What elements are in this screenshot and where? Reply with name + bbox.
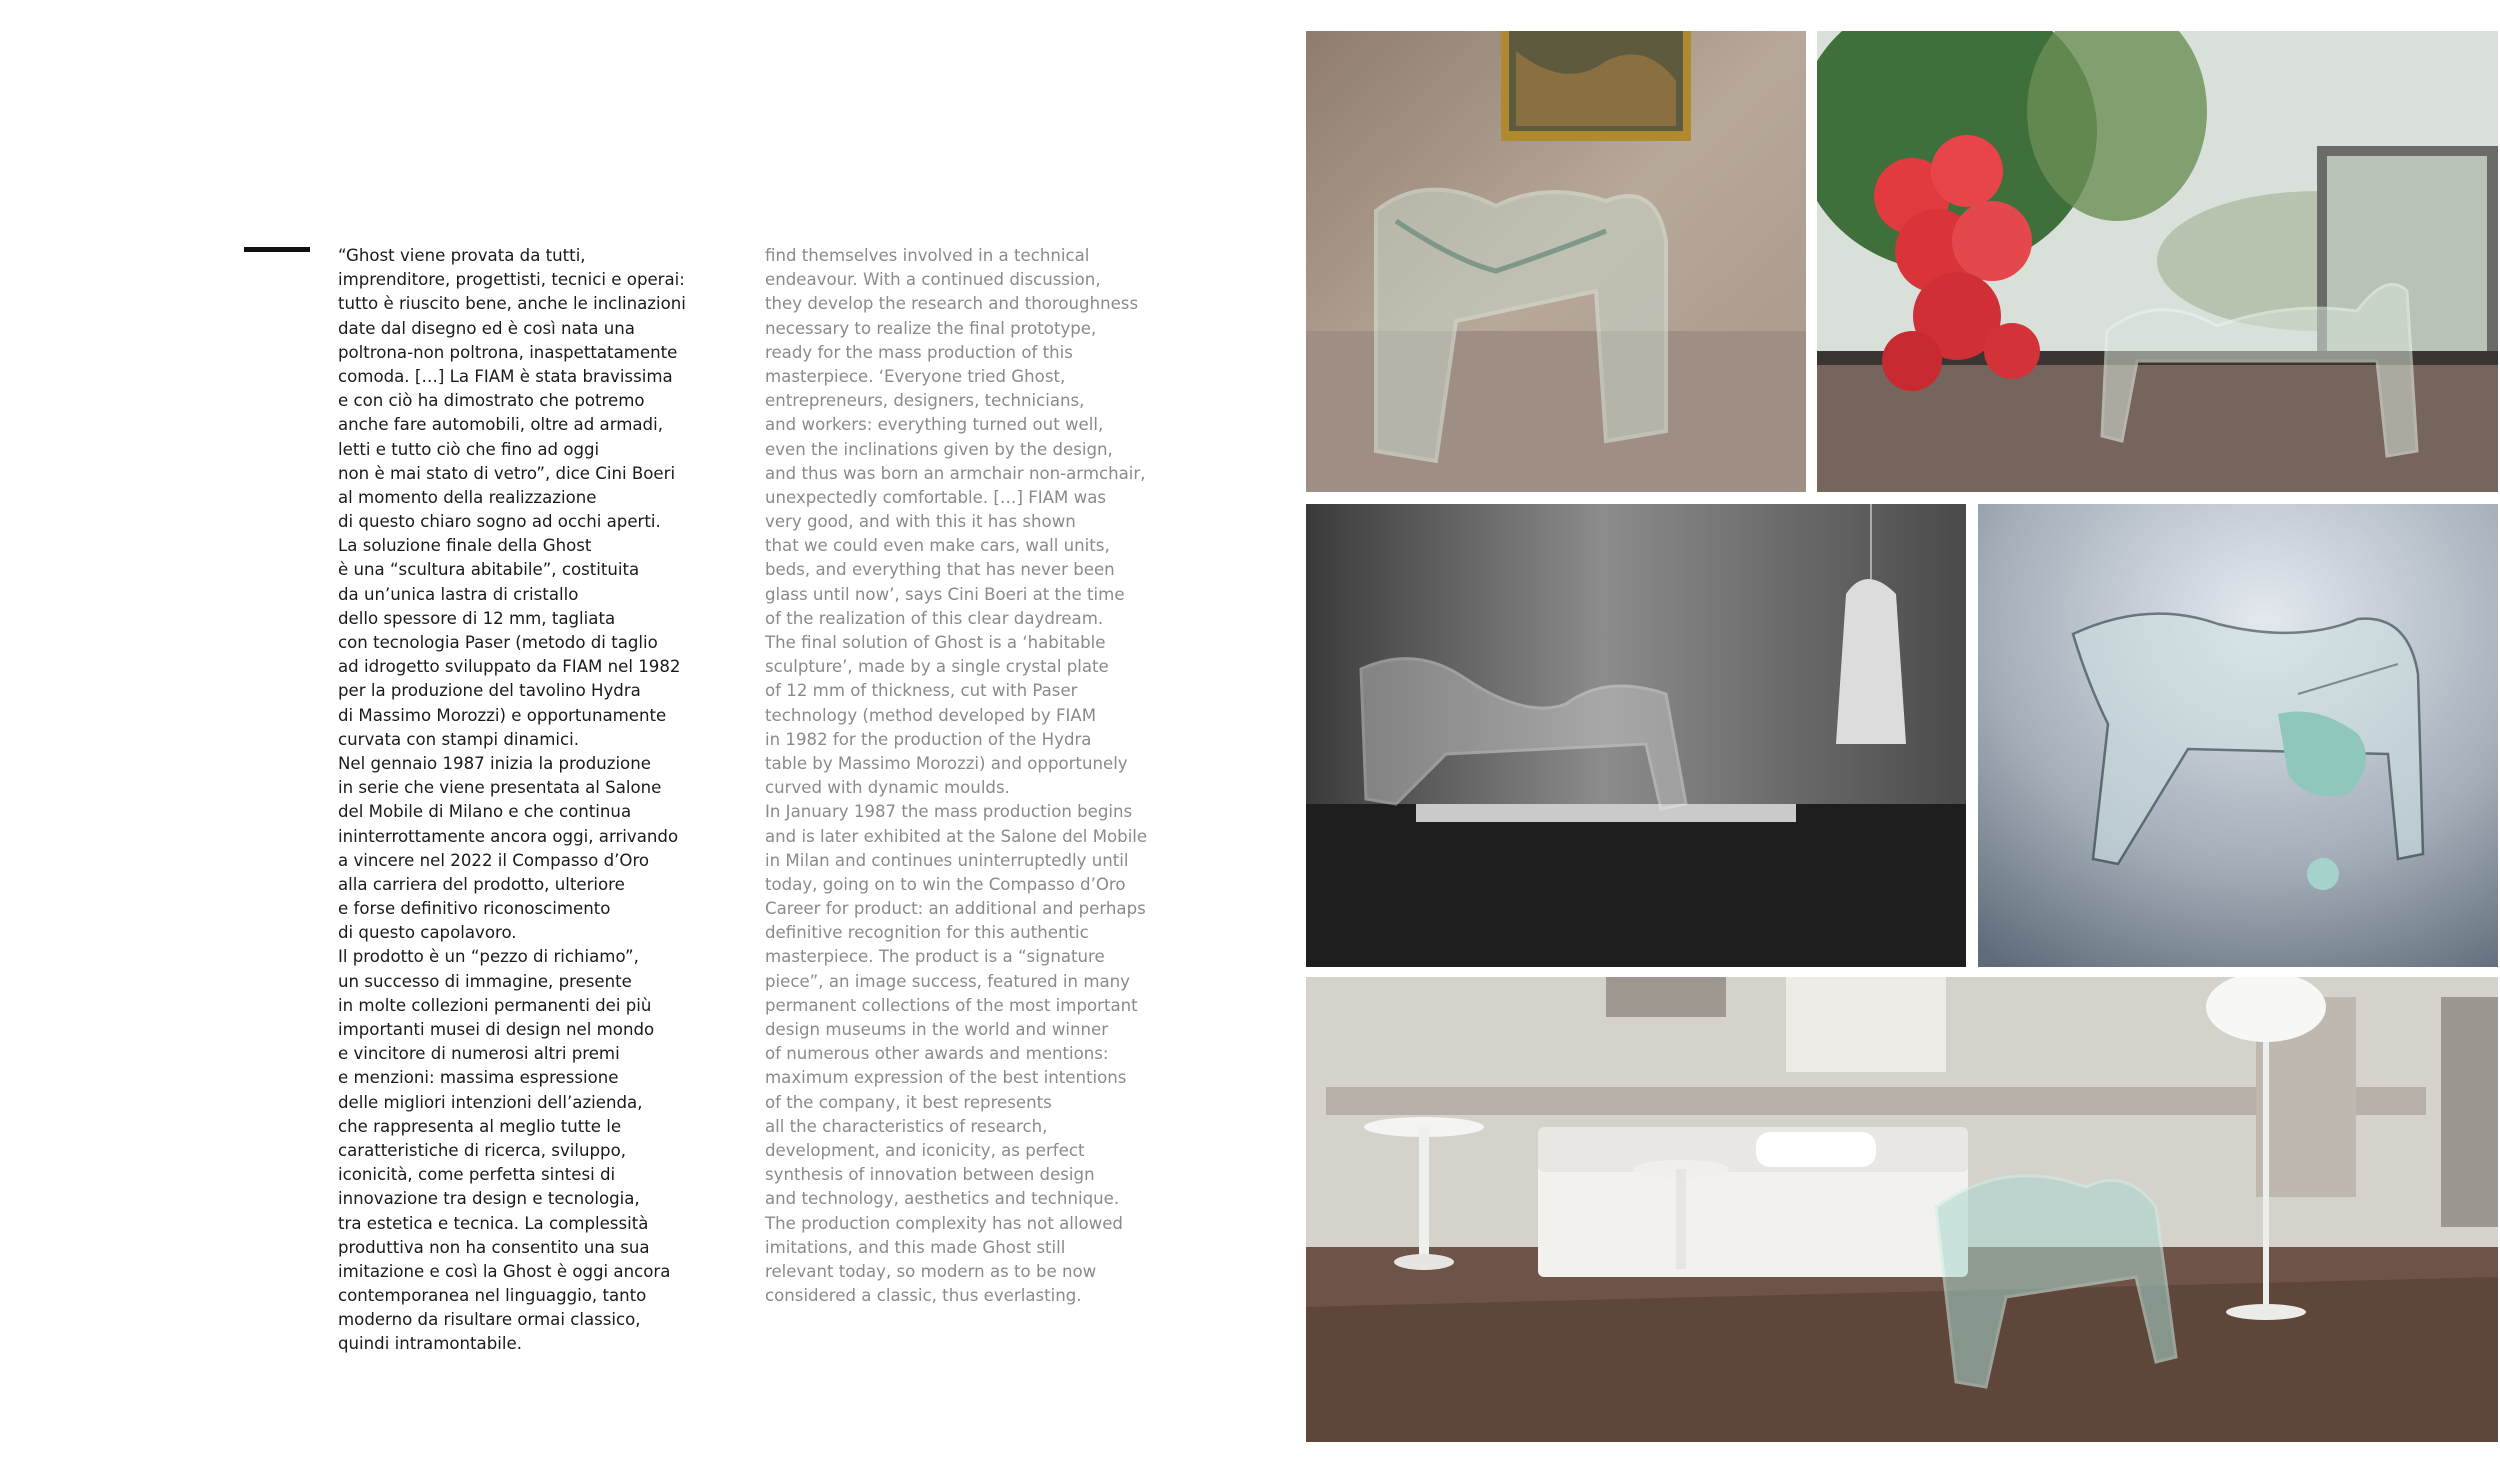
english_text-line: in Milan and continues uninterruptedly until (765, 850, 1129, 870)
italian_text-line: ad idrogetto sviluppato da FIAM nel 1982 (338, 657, 681, 677)
italian_text-line: in serie che viene presentata al Salone (338, 778, 662, 798)
english_text-line: of 12 mm of thickness, cut with Paser (765, 681, 1078, 701)
english_text-line: entrepreneurs, designers, technicians, (765, 391, 1085, 411)
italian_text-line: del Mobile di Milano e che continua (338, 802, 632, 822)
english_text-line: design museums in the world and winner (765, 1020, 1109, 1039)
english_text-line: very good, and with this it has shown (765, 512, 1076, 532)
italian_text-line: iconicità, come perfetta sintesi di (338, 1165, 616, 1185)
italian_text-line: da un’unica lastra di cristallo (338, 584, 579, 604)
italian_text-line: è una “scultura abitabile”, costituita (338, 560, 640, 580)
english_text-line: definitive recognition for this authentic (765, 923, 1089, 943)
italian_text-line: e vincitore di numerosi altri premi (338, 1044, 620, 1064)
italian_text-line: a vincere nel 2022 il Compasso d’Oro (338, 850, 650, 870)
italian_text-line: produttiva non ha consentito una sua (338, 1237, 650, 1257)
english_text-line: masterpiece. The product is a “signature (765, 947, 1105, 967)
english_text-line: permanent collections of the most important (765, 995, 1138, 1015)
italian_text-line: imitazione e così la Ghost è oggi ancora (338, 1261, 671, 1281)
italian_text-line: dello spessore di 12 mm, tagliata (338, 608, 616, 628)
photo-ghost-chair-red-sculpture (1817, 31, 2498, 492)
italian_text-line: e con ciò ha dimostrato che potremo (338, 391, 645, 411)
italian_text-line: date dal disegno ed è così nata una (338, 318, 635, 338)
english_text-line: glass until now’, says Cini Boeri at the time (765, 584, 1125, 604)
english_text-line: and technology, aesthetics and technique. (765, 1189, 1120, 1209)
italian_text-line: comoda. […] La FIAM è stata bravissima (338, 366, 673, 386)
english_text-line: that we could even make cars, wall units, (765, 536, 1110, 556)
english_text-line: piece”, an image success, featured in many (765, 971, 1130, 991)
italian_text-line: La soluzione finale della Ghost (338, 536, 592, 556)
italian_text-line: “Ghost viene provata da tutti, (338, 246, 586, 265)
italian-text-column (338, 244, 686, 1357)
english_text-line: necessary to realize the final prototype, (765, 318, 1097, 338)
italian_text-line: tra estetica e tecnica. La complessità (338, 1213, 649, 1233)
italian_text-line: per la produzione del tavolino Hydra (338, 681, 641, 701)
english_text-line: of numerous other awards and mentions: (765, 1044, 1109, 1064)
italian_text-line: anche fare automobili, oltre ad armadi, (338, 415, 663, 435)
italian_text-line: non è mai stato di vetro”, dice Cini Boeri (338, 463, 676, 483)
italian_text-line: un successo di immagine, presente (338, 971, 632, 991)
italian_text-line: poltrona-non poltrona, inaspettatamente (338, 342, 678, 362)
italian_text-line: di questo capolavoro. (338, 923, 517, 943)
italian_text-line: Nel gennaio 1987 inizia la produzione (338, 753, 651, 773)
photo-ghost-chair-interior-sofa-image (1306, 977, 2498, 1442)
english_text-line: Career for product: an additional and perhaps (765, 899, 1146, 919)
photo-ghost-chair-black-white-image (1306, 504, 1966, 967)
italian_text-line: ininterrottamente ancora oggi, arrivando (338, 826, 679, 846)
english_text-line: beds, and everything that has never been (765, 560, 1115, 580)
italian_text-line: curvata con stampi dinamici. (338, 729, 579, 749)
italian_text-line: moderno da risultare ormai classico, (338, 1310, 641, 1330)
italian_text-line: importanti musei di design nel mondo (338, 1020, 655, 1039)
italian_text-line: di questo chiaro sogno ad occhi aperti. (338, 512, 661, 532)
english_text-line: technology (method developed by FIAM (765, 705, 1097, 725)
english_text-line: of the realization of this clear daydream. (765, 608, 1104, 628)
italian_text-line: quindi intramontabile. (338, 1334, 522, 1354)
photo-ghost-chair-black-white (1306, 504, 1966, 967)
italian_text-line: al momento della realizzazione (338, 487, 597, 507)
english_text-line: in 1982 for the production of the Hydra (765, 729, 1092, 749)
section-rule (244, 247, 310, 252)
english_text-line: The final solution of Ghost is a ‘habitable (765, 633, 1106, 652)
english_text-line: sculpture’, made by a single crystal plate (765, 657, 1109, 677)
italian_text-line: alla carriera del prodotto, ulteriore (338, 874, 625, 894)
italian_text-line: letti e tutto ciò che fino ad oggi (338, 439, 600, 459)
italian_text-line: tutto è riuscito bene, anche le inclinazioni (338, 294, 686, 314)
english_text-line: The production complexity has not allowed (765, 1213, 1123, 1233)
english_text-line: of the company, it best represents (765, 1092, 1052, 1112)
english_text-line: table by Massimo Morozzi) and opportunely (765, 753, 1128, 773)
english-text-column (765, 244, 1147, 1308)
english_text-line: imitations, and this made Ghost still (765, 1237, 1066, 1257)
english_text-line: In January 1987 the mass production begins (765, 802, 1133, 822)
italian_text-line: innovazione tra design e tecnologia, (338, 1189, 640, 1209)
italian_text-line: e forse definitivo riconoscimento (338, 899, 611, 919)
photo-ghost-chair-vintage-room (1306, 31, 1806, 492)
english_text-line: unexpectedly comfortable. […] FIAM was (765, 487, 1107, 507)
italian_text-line: di Massimo Morozzi) e opportunamente (338, 705, 667, 725)
english_text-line: and is later exhibited at the Salone del Mobile (765, 826, 1148, 846)
italian_text-line: delle migliori intenzioni dell’azienda, (338, 1092, 643, 1112)
english_text-line: masterpiece. ‘Everyone tried Ghost, (765, 366, 1066, 386)
english_text-line: relevant today, so modern as to be now (765, 1261, 1097, 1281)
italian_text-line: contemporanea nel linguaggio, tanto (338, 1286, 647, 1306)
english_text-line: all the characteristics of research, (765, 1116, 1048, 1136)
italian_text-line: Il prodotto è un “pezzo di richiamo”, (338, 947, 639, 967)
english_text-line: ready for the mass production of this (765, 342, 1073, 362)
photo-ghost-chair-vintage-room-image (1306, 31, 1806, 492)
english_text-line: maximum expression of the best intentions (765, 1068, 1127, 1088)
photo-ghost-chair-interior-sofa (1306, 977, 2498, 1442)
english_text-line: and workers: everything turned out well, (765, 415, 1104, 435)
english_text-line: even the inclinations given by the design, (765, 439, 1113, 459)
english_text-line: and thus was born an armchair non-armchair, (765, 463, 1146, 483)
photo-ghost-chair-knitting-image (1978, 504, 2498, 967)
italian_text-line: con tecnologia Paser (metodo di taglio (338, 633, 658, 652)
english_text-line: today, going on to win the Compasso d’Oro (765, 874, 1126, 894)
english_text-line: curved with dynamic moulds. (765, 778, 1010, 798)
italian_text-line: e menzioni: massima espressione (338, 1068, 619, 1088)
english_text-line: endeavour. With a continued discussion, (765, 270, 1101, 290)
italian_text-line: in molte collezioni permanenti dei più (338, 995, 652, 1015)
italian_text-line: imprenditore, progettisti, tecnici e operai: (338, 270, 685, 290)
english_text-line: considered a classic, thus everlasting. (765, 1286, 1082, 1306)
english_text-line: they develop the research and thoroughness (765, 294, 1139, 314)
english_text-line: development, and iconicity, as perfect (765, 1140, 1085, 1160)
english_text-line: synthesis of innovation between design (765, 1165, 1095, 1185)
italian_text-line: che rappresenta al meglio tutte le (338, 1116, 622, 1136)
photo-ghost-chair-knitting (1978, 504, 2498, 967)
english_text-line: find themselves involved in a technical (765, 246, 1090, 265)
italian_text-line: caratteristiche di ricerca, sviluppo, (338, 1140, 627, 1160)
photo-ghost-chair-red-sculpture-image (1817, 31, 2498, 492)
